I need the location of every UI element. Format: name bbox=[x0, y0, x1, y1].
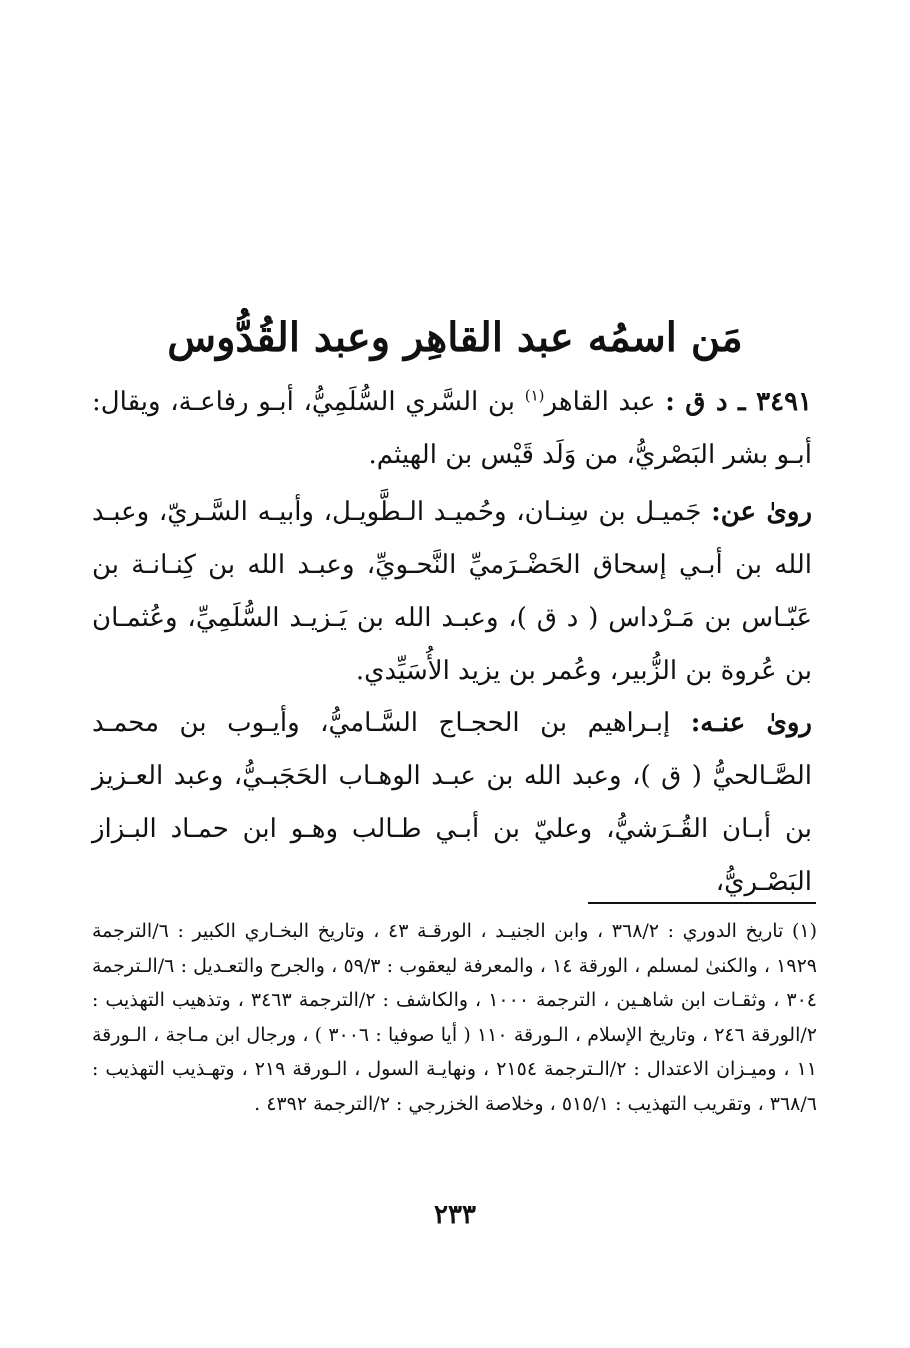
entry-name: عبد القاهر bbox=[544, 387, 666, 417]
footnote-reference[interactable]: (١) bbox=[524, 386, 545, 405]
page-number: ٢٣٣ bbox=[434, 1200, 476, 1230]
narrated-by-label: روىٰ عنـه: bbox=[690, 708, 812, 738]
narrated-from-label: روىٰ عن: bbox=[711, 497, 812, 527]
chapter-heading: مَن اسمُه عبد القاهِر وعبد القُدُّوس bbox=[167, 314, 743, 361]
narrated-by-paragraph bbox=[92, 697, 812, 909]
footnote-marker: (١) bbox=[791, 920, 817, 942]
entry-number: ٣٤٩١ ـ د ق : bbox=[665, 387, 813, 417]
footnote-text: تاريخ الدوري : ٣٦٨/٢ ، وابن الجنيـد ، الورقـة ٤٣ ، وتاريخ البخـاري الكبير : ٦/الترجمة ١٩٢٩ ، والكنىٰ لمسلم ، الورقة ١٤ ، والمعرفة ليعقوب : ٥٩/٣ ، والجرح والتعـديل : ٦/الـترجمة ٣٠٤ ، وثقـات ابن شاهـين ، الترجمة ١٠٠٠ ، والكاشف : ٢/الترجمة ٣٤٦٣ ، وتذهيب التهذيب : ٢/الورقة ٢٤٦ ، وتاريخ الإسلام ، الـورقة ١١٠ ( أيا صوفيا : ٣٠٠٦ ) ، ورجال ابن مـاجة ، الـورقة ١١ ، وميـزان الاعتدال : ٢/الـترجمة ٢١٥٤ ، ونهايـة السول ، الـورقة ٢١٩ ، وتهـذيب التهذيب : ٣٦٨/٦ ، وتقريب التهذيب : ٥١٥/١ ، وخلاصة الخزرجي : ٢/الترجمة ٤٣٩٢ . bbox=[92, 920, 817, 1115]
entry-name-continued: بن السَّري السُّلَمِيُّ، أبـو رفاعـة، ويقال: أبـو بشر البَصْريُّ، من وَلَد قَيْس بن الهيثم. bbox=[92, 387, 812, 470]
narrated-from-text: جَميـل بن سِنـان، وحُميـد الـطَّويـل، وأبيـه السَّـريّ، وعبـد الله بن أبـي إسحاق الحَضْـرَميِّ النَّحـويِّ، وعبـد الله بن كِنـانـة بن عَبّـاس بن مَـرْداس ( د ق )، وعبـد الله بن يَـزيـد السُّلَمِيِّ، وعُثمـان بن عُروة بن الزُّبير، وعُمر بن يزيد الأُسَيِّدي. bbox=[92, 497, 812, 686]
footnote bbox=[92, 914, 817, 1121]
narrated-by-text: إبـراهيم بن الحجـاج السَّـاميُّ، وأيـوب بن محمـد الصَّـالحيُّ ( ق )، وعبد الله بن عبـد الوهـاب الحَجَبـيُّ، وعبد العـزيز بن أبـان القُـرَشيُّ، وعليّ بن أبـي طـالب وهـو ابن حمـاد البـزاز البَصْـريُّ، bbox=[92, 708, 812, 897]
footnote-separator bbox=[588, 902, 816, 904]
biography-entry bbox=[92, 376, 812, 482]
narrated-from-paragraph bbox=[92, 486, 812, 698]
